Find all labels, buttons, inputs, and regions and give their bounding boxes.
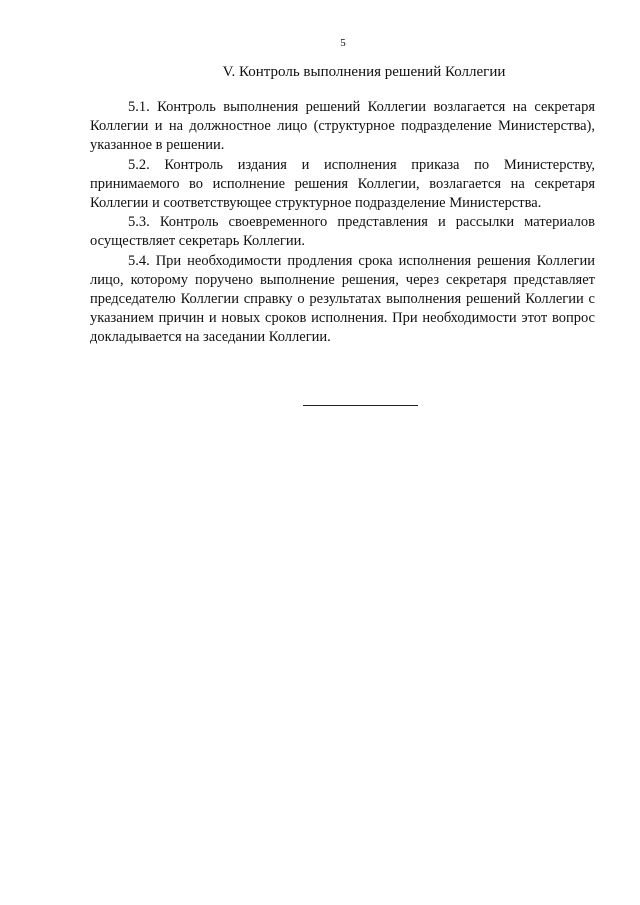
page-number: 5: [340, 37, 346, 49]
section-title: V. Контроль выполнения решений Коллегии: [222, 64, 506, 80]
paragraph-5-4: 5.4. При необходимости продления срока исполнения решения Коллегии лицо, которому поручено выполнение решения, через секретаря представляет председателю Коллегии справку о результатах выполнения решений Коллегии с указанием причин и новых сроков исполнения. При необходимости этот вопрос докладывается на заседании Коллегии.: [90, 252, 595, 346]
section-body: [90, 98, 595, 348]
paragraph-5-1: 5.1. Контроль выполнения решений Коллегии возлагается на секретаря Коллегии и на должностное лицо (структурное подразделение Министерства), указанное в решении.: [90, 99, 595, 154]
paragraph-5-3: 5.3. Контроль своевременного представления и рассылки материалов осуществляет секретарь Коллегии.: [90, 214, 595, 250]
end-of-document-rule: [303, 405, 418, 406]
paragraph-5-2: 5.2. Контроль издания и исполнения приказа по Министерству, принимаемого во исполнение решения Коллегии, возлагается на секретаря Коллегии и соответствующее структурное подразделение Министерства.: [90, 156, 595, 212]
